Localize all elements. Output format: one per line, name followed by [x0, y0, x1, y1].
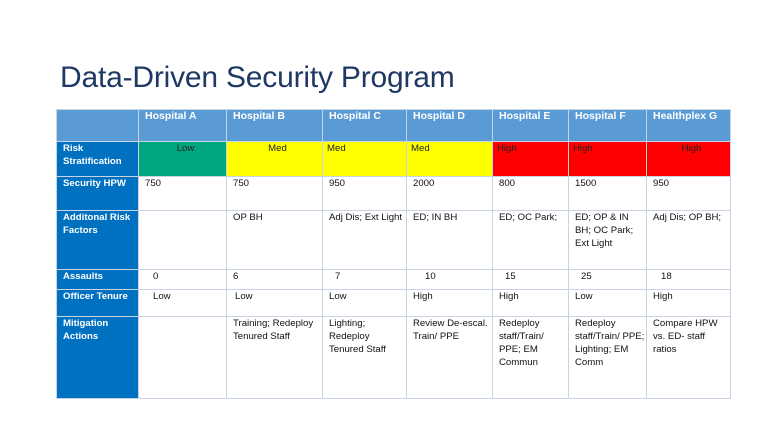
header-row [57, 110, 731, 142]
header-corner [57, 110, 139, 142]
row-header-tenure: Officer Tenure [57, 290, 139, 317]
table-cell: 15 [493, 270, 569, 290]
table-cell: OP BH [227, 211, 323, 270]
table-cell: 0 [139, 270, 227, 290]
table-row-assaults [57, 270, 731, 290]
table-cell: 1500 [569, 177, 647, 211]
table-cell: ED; OP & IN BH; OC Park; Ext Light [569, 211, 647, 270]
table-row-risk [57, 142, 731, 177]
table-cell: Review De-escal. Train/ PPE [407, 317, 493, 399]
risk-badge: Med [227, 142, 323, 177]
table-cell: 750 [139, 177, 227, 211]
table-cell: 800 [493, 177, 569, 211]
table-cell: Low [227, 290, 323, 317]
row-header-mitigation: Mitigation Actions [57, 317, 139, 399]
column-header: Healthplex G [647, 110, 731, 142]
row-header-assaults: Assaults [57, 270, 139, 290]
column-header: Hospital D [407, 110, 493, 142]
table-row-hpw [57, 177, 731, 211]
table-cell: Redeploy staff/Train/ PPE; EM Commun [493, 317, 569, 399]
security-risk-table [56, 109, 731, 399]
table-cell: ED; OC Park; [493, 211, 569, 270]
table-row-factors [57, 211, 731, 270]
table-cell: High [647, 290, 731, 317]
slide-title: Data-Driven Security Program [60, 61, 455, 94]
table-cell: Low [569, 290, 647, 317]
table-cell: Low [139, 290, 227, 317]
risk-badge: High [647, 142, 731, 177]
table-row-tenure [57, 290, 731, 317]
risk-badge: Med [323, 142, 407, 177]
table-cell: Training; Redeploy Tenured Staff [227, 317, 323, 399]
table-row-mitigation [57, 317, 731, 399]
table-cell: 18 [647, 270, 731, 290]
table-cell: 10 [407, 270, 493, 290]
table-cell: Adj Dis; OP BH; [647, 211, 731, 270]
table-cell: Compare HPW vs. ED- staff ratios [647, 317, 731, 399]
row-header-risk: Risk Stratification [57, 142, 139, 177]
table-cell: ED; IN BH [407, 211, 493, 270]
table-cell [139, 211, 227, 270]
table-cell: High [493, 290, 569, 317]
row-header-hpw: Security HPW [57, 177, 139, 211]
table-cell [139, 317, 227, 399]
table-cell: Lighting; Redeploy Tenured Staff [323, 317, 407, 399]
column-header: Hospital B [227, 110, 323, 142]
table-cell: 950 [647, 177, 731, 211]
table-cell: 7 [323, 270, 407, 290]
table-cell: Low [323, 290, 407, 317]
row-header-factors: Additonal Risk Factors [57, 211, 139, 270]
table-cell: 6 [227, 270, 323, 290]
risk-badge: High [569, 142, 647, 177]
table-cell: Adj Dis; Ext Light [323, 211, 407, 270]
risk-badge: Med [407, 142, 493, 177]
table-cell: 750 [227, 177, 323, 211]
column-header: Hospital A [139, 110, 227, 142]
table-cell: 950 [323, 177, 407, 211]
table-cell: Redeploy staff/Train/ PPE; Lighting; EM Comm [569, 317, 647, 399]
risk-badge: High [493, 142, 569, 177]
column-header: Hospital E [493, 110, 569, 142]
column-header: Hospital F [569, 110, 647, 142]
table-cell: 25 [569, 270, 647, 290]
table-cell: 2000 [407, 177, 493, 211]
risk-badge: Low [139, 142, 227, 177]
table-cell: High [407, 290, 493, 317]
column-header: Hospital C [323, 110, 407, 142]
